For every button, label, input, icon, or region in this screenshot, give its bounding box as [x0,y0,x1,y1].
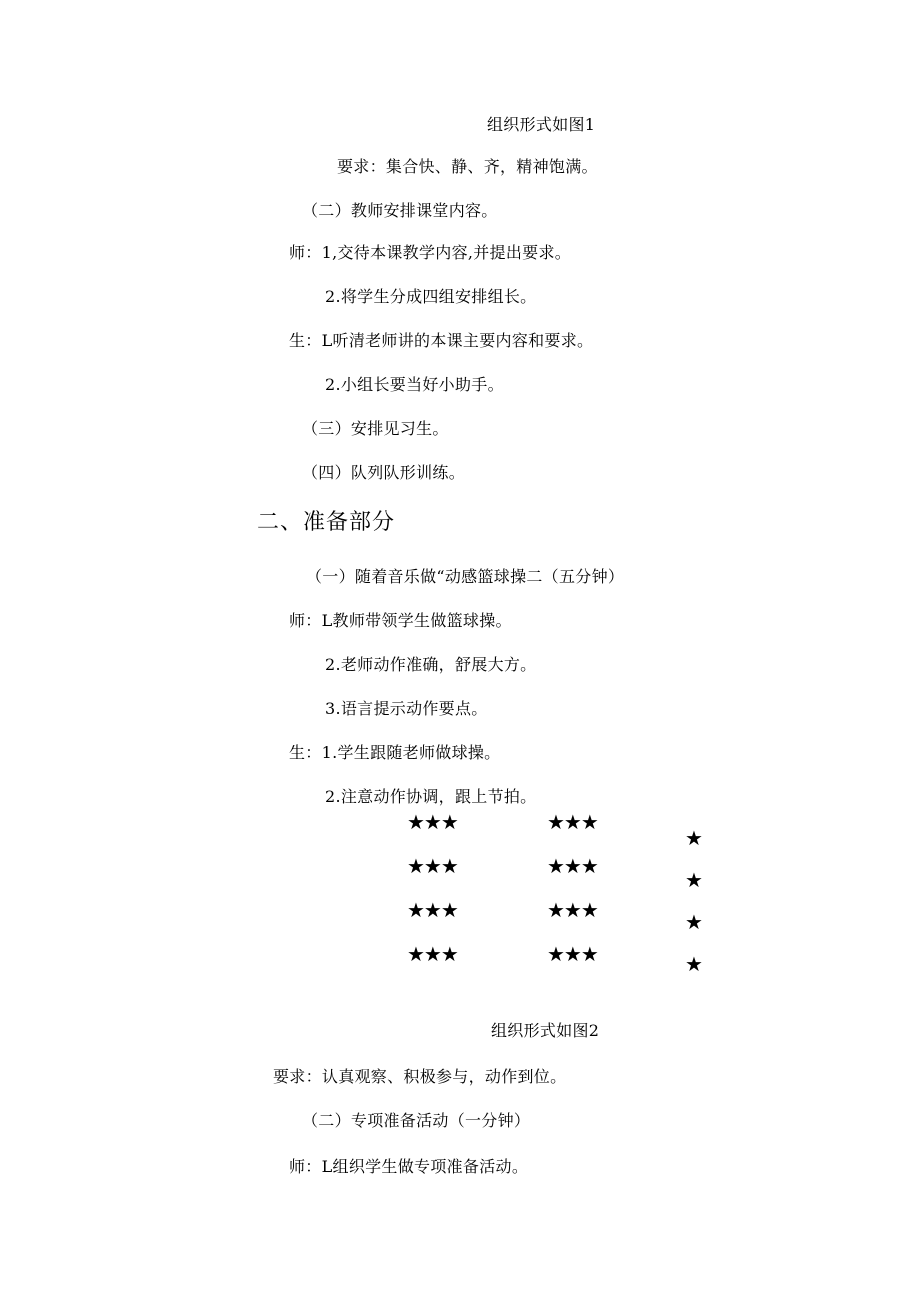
star-group-icon: ★★★ [407,854,458,878]
star-group-icon: ★★★ [407,898,458,922]
figure-caption-2: 组织形式如图2 [491,1021,600,1040]
figure-caption-1: 组织形式如图1 [487,115,596,134]
section-item-title: （一）随着音乐做“动感篮球操二（五分钟） [306,567,625,586]
star-single-icon: ★ [685,910,702,934]
star-group-icon: ★★★ [547,854,598,878]
star-group-icon: ★★★ [547,810,598,834]
student-step: 生：L听清老师讲的本课主要内容和要求。 [289,331,594,350]
section-item-title: （四）队列队形训练。 [302,463,466,482]
requirement-text: 要求：集合快、静、齐，精神饱满。 [337,157,598,176]
star-group-icon: ★★★ [547,898,598,922]
star-single-icon: ★ [685,826,702,850]
star-group-icon: ★★★ [407,942,458,966]
section-item-title: （三）安排见习生。 [302,419,449,438]
section-item-title: （二）教师安排课堂内容。 [302,201,498,220]
section-heading: 二、准备部分 [257,510,396,535]
star-group-icon: ★★★ [547,942,598,966]
teacher-step: 2.将学生分成四组安排组长。 [325,287,537,306]
student-step: 生：1.学生跟随老师做球操。 [289,743,501,762]
star-single-icon: ★ [685,952,702,976]
teacher-step: 师：L组织学生做专项准备活动。 [289,1157,529,1176]
star-group-icon: ★★★ [407,810,458,834]
student-step: 2.注意动作协调，跟上节拍。 [325,787,537,806]
teacher-step: 师：1,交待本课教学内容,并提出要求。 [289,243,572,262]
teacher-step: 师：L教师带领学生做篮球操。 [289,611,512,630]
teacher-step: 2.老师动作准确，舒展大方。 [325,655,537,674]
section-item-title: （二）专项准备活动（一分钟） [302,1111,531,1130]
requirement-text: 要求：认真观察、积极参与，动作到位。 [273,1067,567,1086]
student-step: 2.小组长要当好小助手。 [325,375,504,394]
star-single-icon: ★ [685,868,702,892]
teacher-step: 3.语言提示动作要点。 [325,699,488,718]
